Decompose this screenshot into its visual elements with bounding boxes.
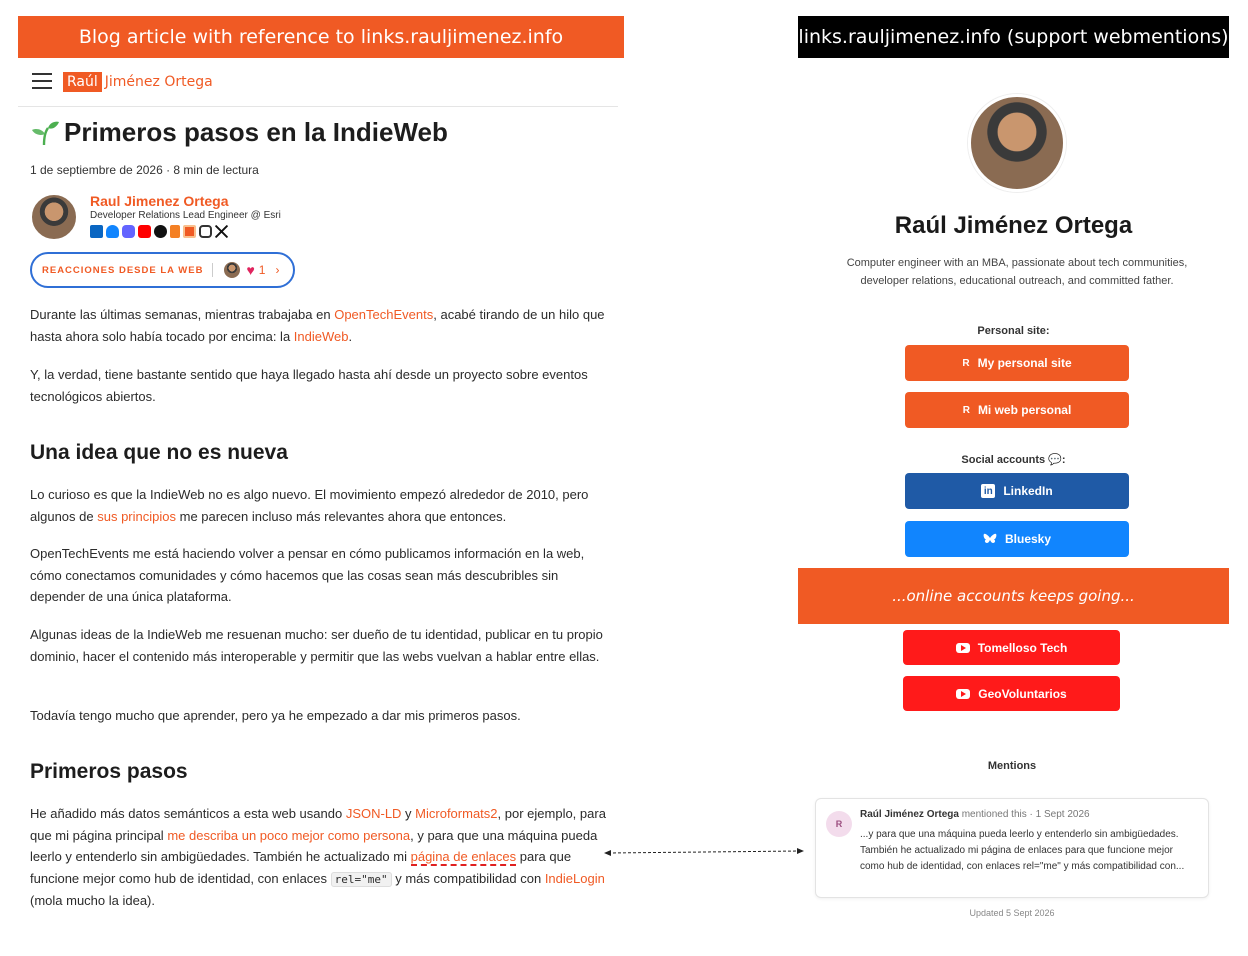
author-avatar[interactable] [30,193,78,241]
author-name[interactable]: Raul Jimenez Ortega [90,193,229,209]
author-role: Developer Relations Lead Engineer @ Esri [90,210,281,221]
site-logo-icon: R [962,357,970,369]
section-heading-2: Primeros pasos [30,760,188,783]
mentions-title: Mentions [987,760,1037,772]
mention-header [860,809,1090,820]
linkedin-icon: in [981,484,995,498]
left-banner: Blog article with reference to links.rauljimenez.info [18,16,624,58]
profile-bio: Computer engineer with an MBA, passionate about tech communities, developer relations, educational outreach, and committed father. [846,257,1188,287]
principles-link[interactable]: sus principios [97,508,176,524]
github-icon[interactable] [154,225,167,238]
article-title-row [30,114,448,150]
linkedin-button[interactable]: in LinkedIn [905,473,1129,509]
chevron-right-icon: › [275,263,280,277]
web-reactions-button[interactable] [30,252,295,288]
my-personal-site-button[interactable]: R My personal site [905,345,1129,381]
jsonld-link[interactable]: JSON-LD [345,806,402,821]
linkedin-icon[interactable] [90,225,103,238]
mastodon-icon[interactable] [122,225,135,238]
article-meta: 1 de septiembre de 2026 · 8 min de lectura [30,163,259,177]
opentechevents-link[interactable]: OpenTechEvents [334,307,434,322]
paragraph-4: OpenTechEvents me está haciendo volver a pensar en cómo publicamos información en la web, cómo conectamos comunidades y cómo hacemos que las cosas sean más descubribles sin depender de una única plataforma. [30,546,585,604]
header-divider [18,106,618,107]
section-heading-1: Una idea que no es nueva [30,441,288,464]
sprout-icon [30,117,60,147]
youtube-icon [956,689,970,699]
site-logo-icon: R [962,404,970,416]
profile-name: Raúl Jiménez Ortega [894,212,1133,239]
article-title: Primeros pasos en la IndieWeb [64,116,448,147]
mention-avatar: R [826,811,852,837]
mention-text: ...y para que una máquina pueda leerlo y entenderlo sin ambigüedades. También he actualizado mi página de enlaces para que funcione mejor como hub de identidad, con enlaces rel="me" y más compatibilidad con... [860,829,1185,872]
instagram-icon[interactable] [199,225,212,238]
paragraph-2: Y, la verdad, tiene bastante sentido que haya llegado hasta ahí desde un proyecto sobre eventos tecnológicos abiertos. [30,367,588,404]
logo-box: Raúl [63,72,102,92]
logo-text: Jiménez Ortega [104,74,213,90]
bluesky-icon[interactable] [106,225,119,238]
reactions-label: REACCIONES DESDE LA WEB [42,264,204,276]
reaction-avatar [222,260,242,280]
bluesky-button[interactable]: Bluesky [905,521,1129,557]
updated-timestamp: Updated 5 Sept 2026 [969,908,1055,918]
microformats2-link[interactable]: Microformats2 [415,806,498,821]
indieweb-link[interactable]: IndieWeb [293,328,349,344]
profile-avatar [968,94,1066,192]
youtube-icon[interactable] [138,225,151,238]
site-logo[interactable] [63,71,213,93]
paragraph-1: Durante las últimas semanas, mientras trabajaba en OpenTechEvents, acabé tirando de un hilo que hasta ahora solo había tocado por encima: la IndieWeb. [30,307,605,344]
paragraph-6: Todavía tengo mucho que aprender, pero ya he empezado a dar mis primeros pasos. [30,708,521,723]
links-page-link[interactable]: página de enlaces [410,849,517,864]
youtube-icon [956,643,970,653]
geovoluntarios-button[interactable]: GeoVoluntarios [903,676,1120,711]
paragraph-5: Algunas ideas de la IndieWeb me resuenan mucho: ser dueño de tu identidad, publicar en tu propio dominio, hacer el contenido más interoperable y permitir que las webs vuelvan a hablar entre ellas. [30,627,603,664]
stackoverflow-icon[interactable] [170,225,180,238]
x-icon[interactable] [215,225,228,238]
right-banner: links.rauljimenez.info (support webmentions) [798,16,1229,58]
rel-me-code: rel="me" [331,872,392,887]
reactions-count: 1 [258,263,266,277]
bluesky-icon [983,533,997,545]
mention-author[interactable]: Raúl Jiménez Ortega [860,809,959,820]
double-arrow-icon [600,843,810,863]
author-social-icons [90,225,228,238]
tomelloso-tech-button[interactable]: Tomelloso Tech [903,630,1120,665]
social-accounts-label: Social accounts 💬: [961,454,1066,466]
tomelloso-icon[interactable] [183,225,196,238]
menu-icon[interactable] [32,73,52,89]
mi-web-personal-button[interactable]: R Mi web personal [905,392,1129,428]
heart-icon: ♥ [246,262,255,278]
indielogin-link[interactable]: IndieLogin [544,870,605,886]
personal-site-label: Personal site: [977,325,1050,337]
paragraph-7: He añadido más datos semánticos a esta web usando JSON-LD y Microformats2, por ejemplo, para que mi página principal me describa un poco mejor como persona, y para que una máquina pueda leerlo y entenderlo sin ambigüedades. También he actualizado mi página de enlaces para que funcione mejor como hub de identidad, con enlaces rel="me" y más compatibilidad con IndieLogin (mola mucho la idea). [30,806,606,908]
mention-action: mentioned this · 1 Sept 2026 [958,809,1090,820]
about-me-link[interactable]: me describa un poco mejor como persona [167,827,411,843]
more-accounts-note: ...online accounts keeps going... [798,568,1229,624]
reactions-divider [212,263,213,277]
paragraph-3: Lo curioso es que la IndieWeb no es algo nuevo. El movimiento empezó alrededor de 2010, pero algunos de sus principios me parecen incluso más relevantes ahora que entonces. [30,487,589,524]
